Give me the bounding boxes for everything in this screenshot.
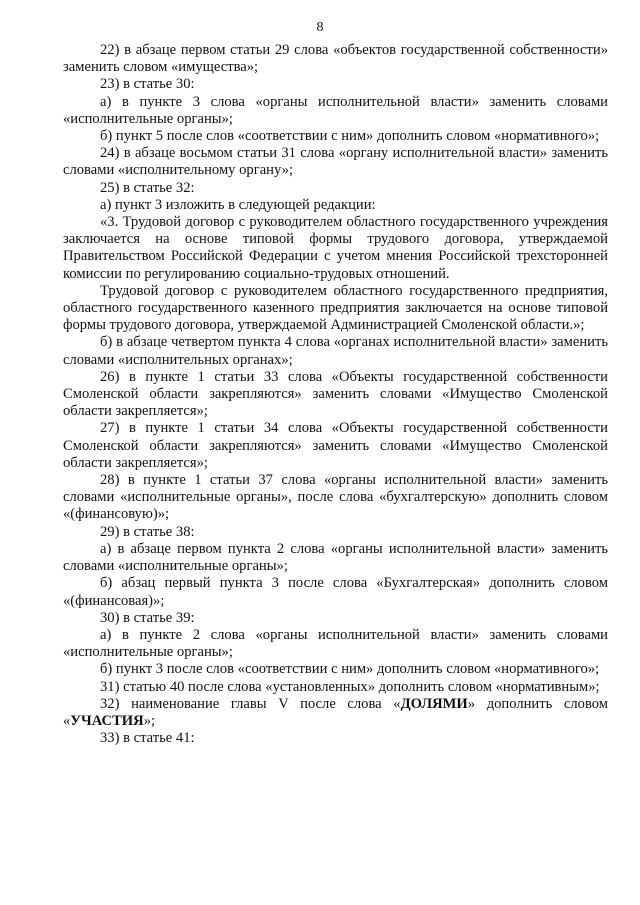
paragraph-quote-contract: Трудовой договор с руководителем областного государственного предприятия, областного государственного казенного предприятия заключается на основе типовой формы трудового договора, утверждаемой Администрацией Смоленской области.»; — [63, 282, 608, 334]
paragraph-22: 22) в абзаце первом статьи 29 слова «объектов государственной собственности» заменить словом «имущества»; — [63, 42, 608, 76]
paragraph-27: 27) в пункте 1 статьи 34 слова «Объекты государственной собственности Смоленской области закрепляются» заменить словами «Имущество Смоленской области закрепляется»; — [63, 420, 608, 471]
page-number: 8 — [316, 20, 324, 35]
paragraph-23: 23) в статье 30: — [100, 76, 195, 93]
paragraph-32-after: »; — [143, 712, 156, 729]
paragraph-29b: б) абзац первый пункта 3 после слова «Бухгалтерская» дополнить словом «(финансовая)»; — [63, 575, 608, 609]
paragraph-28: 28) в пункте 1 статьи 37 слова «органы исполнительной власти» заменить словами «исполнительные органы», после слова «бухгалтерскую» дополнить словом «(финансовую)»; — [63, 472, 608, 523]
paragraph-30b: б) пункт 3 после слов «соответствии с ним» дополнить словом «нормативного»; — [100, 661, 600, 678]
paragraph-quote-3: «3. Трудовой договор с руководителем областного государственного учреждения заключается на основе типовой формы трудового договора, утверждаемой Правительством Российской Федерации с учетом мнения Российской трехсторонней комиссии по регулированию социально-трудовых отношений. — [63, 214, 608, 282]
paragraph-25: 25) в статье 32: — [100, 179, 195, 196]
paragraph-30: 30) в статье 39: — [100, 609, 195, 626]
paragraph-29a: а) в абзаце первом пункта 2 слова «органы исполнительной власти» заменить словами «исполнительные органы»; — [63, 540, 608, 575]
paragraph-31: 31) статью 40 после слова «установленных» дополнить словом «нормативным»; — [100, 678, 600, 695]
document-body — [63, 42, 608, 747]
paragraph-26: 26) в пункте 1 статьи 33 слова «Объекты государственной собственности Смоленской области закрепляются» заменить словами «Имущество Смоленской области закрепляется»; — [63, 368, 608, 420]
paragraph-23a: а) в пункте 3 слова «органы исполнительной власти» заменить словами «исполнительные органы»; — [63, 93, 608, 127]
paragraph-32-before: 32) наименование главы V после слова « — [100, 695, 401, 712]
paragraph-32-middle: » дополнить словом « — [63, 695, 608, 729]
paragraph-23b: б) пункт 5 после слов «соответствии с ним» дополнить словом «нормативного»; — [100, 128, 600, 145]
paragraph-32 — [63, 696, 608, 730]
paragraph-25b: б) в абзаце четвертом пункта 4 слова «органах исполнительной власти» заменить словами «исполнительных органах»; — [63, 334, 608, 368]
paragraph-29: 29) в статье 38: — [100, 523, 195, 540]
paragraph-32-bold-uchastiya: УЧАСТИЯ — [70, 712, 144, 729]
paragraph-24: 24) в абзаце восьмом статьи 31 слова «органу исполнительной власти» заменить словами «исполнительному органу»; — [63, 145, 608, 179]
paragraph-32-bold-dolyami: ДОЛЯМИ — [400, 695, 468, 712]
paragraph-30a: а) в пункте 2 слова «органы исполнительной власти» заменить словами «исполнительные органы»; — [63, 626, 608, 661]
paragraph-33: 33) в статье 41: — [100, 730, 195, 747]
paragraph-25a: а) пункт 3 изложить в следующей редакции: — [100, 196, 376, 213]
